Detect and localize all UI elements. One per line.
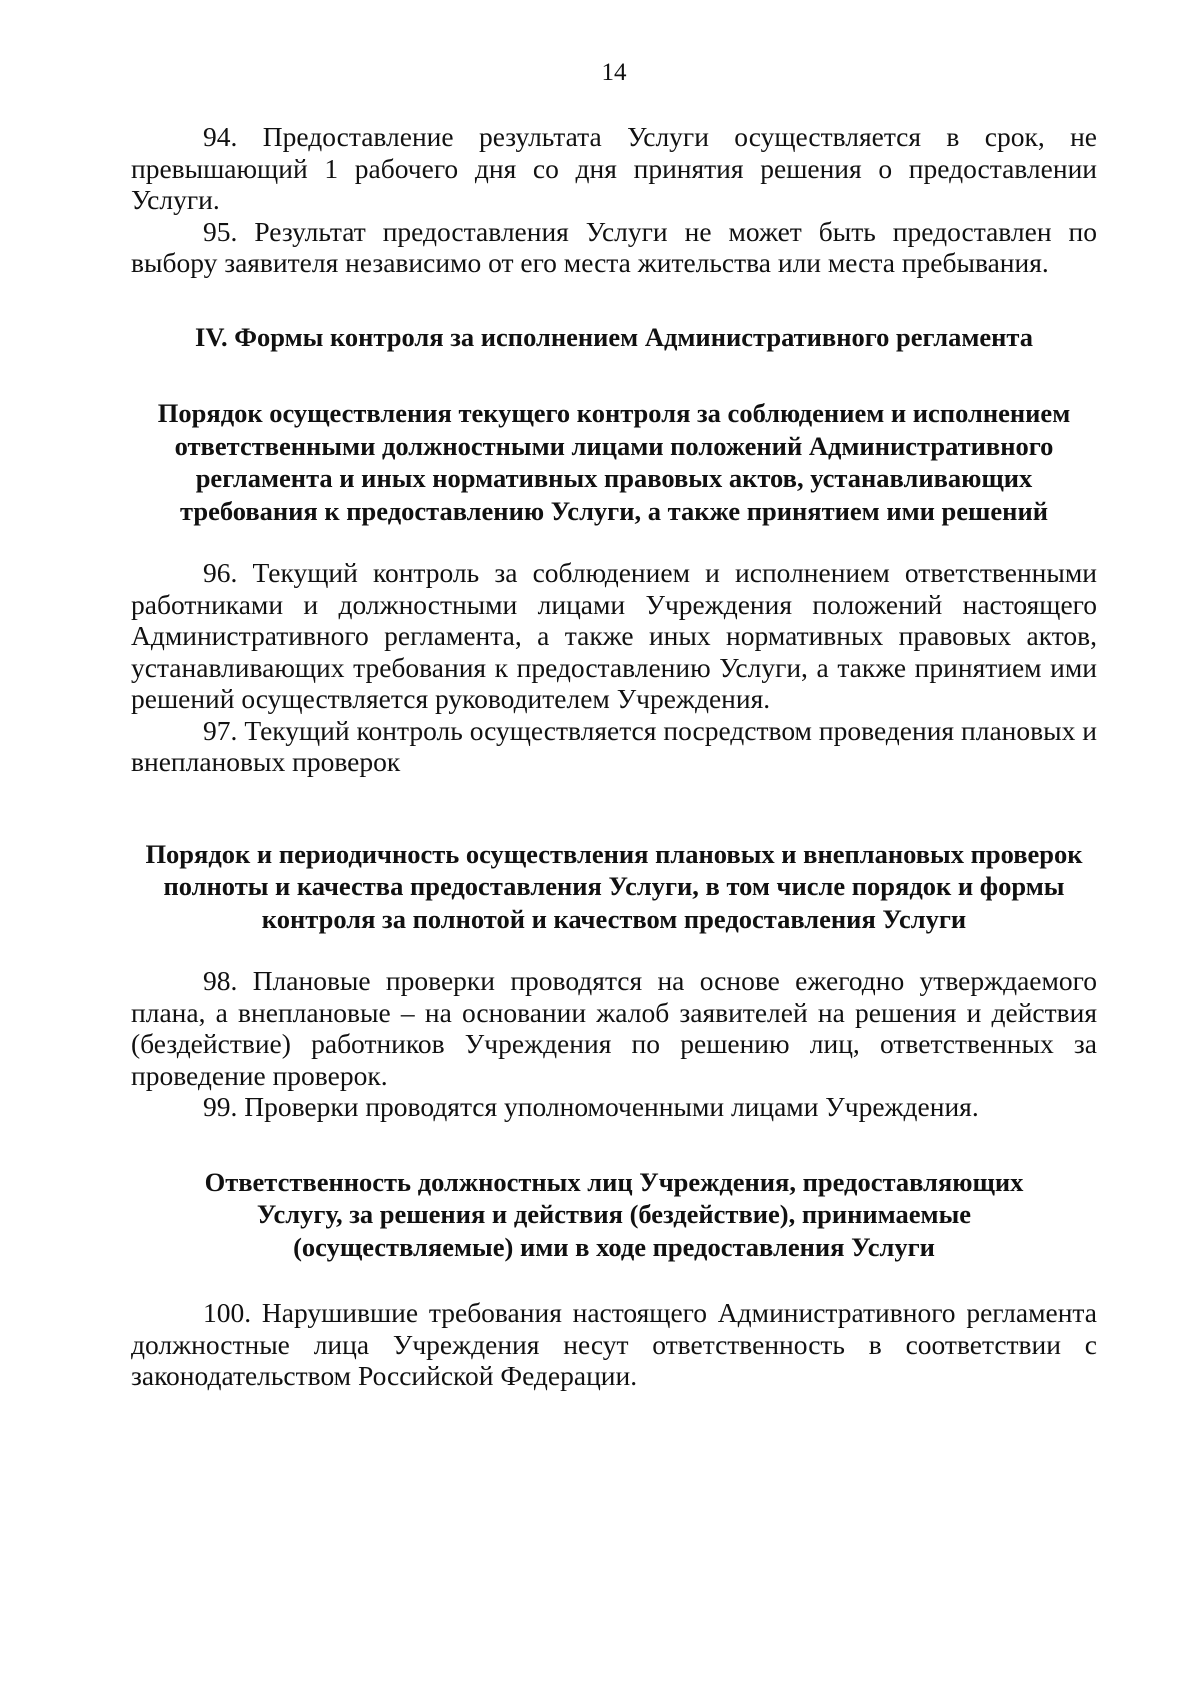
page-number: 14	[601, 59, 627, 86]
paragraph-97: 97. Текущий контроль осуществляется посредством проведения плановых и внеплановых проверок	[131, 714, 1097, 777]
paragraph-95: 95. Результат предоставления Услуги не может быть предоставлен по выбору заявителя независимо от его места жительства или места пребывания.	[131, 215, 1097, 278]
paragraph-99: 99. Проверки проводятся уполномоченными лицами Учреждения.	[203, 1091, 979, 1122]
paragraph-96: 96. Текущий контроль за соблюдением и исполнением ответственными работниками и должностными лицами Учреждения положений настоящего Административного регламента, а также иных нормативных правовых актов, устанавливающих требования к предоставлению Услуги, а также принятием ими решений осуществляется руководителем Учреждения.	[131, 557, 1097, 714]
paragraph-94: 94. Предоставление результата Услуги осуществляется в срок, не превышающий 1 рабочего дня со дня принятия решения о предоставлении Услуги.	[131, 121, 1097, 215]
paragraph-98: 98. Плановые проверки проводятся на основе ежегодно утверждаемого плана, а внеплановые – на основании жалоб заявителей на решения и действия (бездействие) работников Учреждения по решению лиц, ответственных за проведение проверок.	[131, 965, 1097, 1091]
page-content	[131, 121, 1097, 1392]
subsection-heading-current-control: Порядок осуществления текущего контроля за соблюдением и исполнением ответственными должностными лицами положений Административного регламента и иных нормативных правовых актов, устанавливающих требования к предоставлению Услуги, а также принятием ими решений	[157, 398, 1071, 526]
subsection-heading-inspections: Порядок и периодичность осуществления плановых и внеплановых проверок полноты и качества предоставления Услуги, в том числе порядок и формы контроля за полнотой и качеством предоставления Услуги	[145, 838, 1083, 934]
paragraph-100: 100. Нарушившие требования настоящего Административного регламента должностные лица Учреждения несут ответственность в соответствии с законодательством Российской Федерации.	[131, 1297, 1097, 1391]
section-heading-iv: IV. Формы контроля за исполнением Административного регламента	[195, 321, 1033, 352]
subsection-heading-responsibility: Ответственность должностных лиц Учреждения, предоставляющих Услугу, за решения и действия (бездействие), принимаемые (осуществляемые) ими в ходе предоставления Услуги	[204, 1166, 1024, 1262]
